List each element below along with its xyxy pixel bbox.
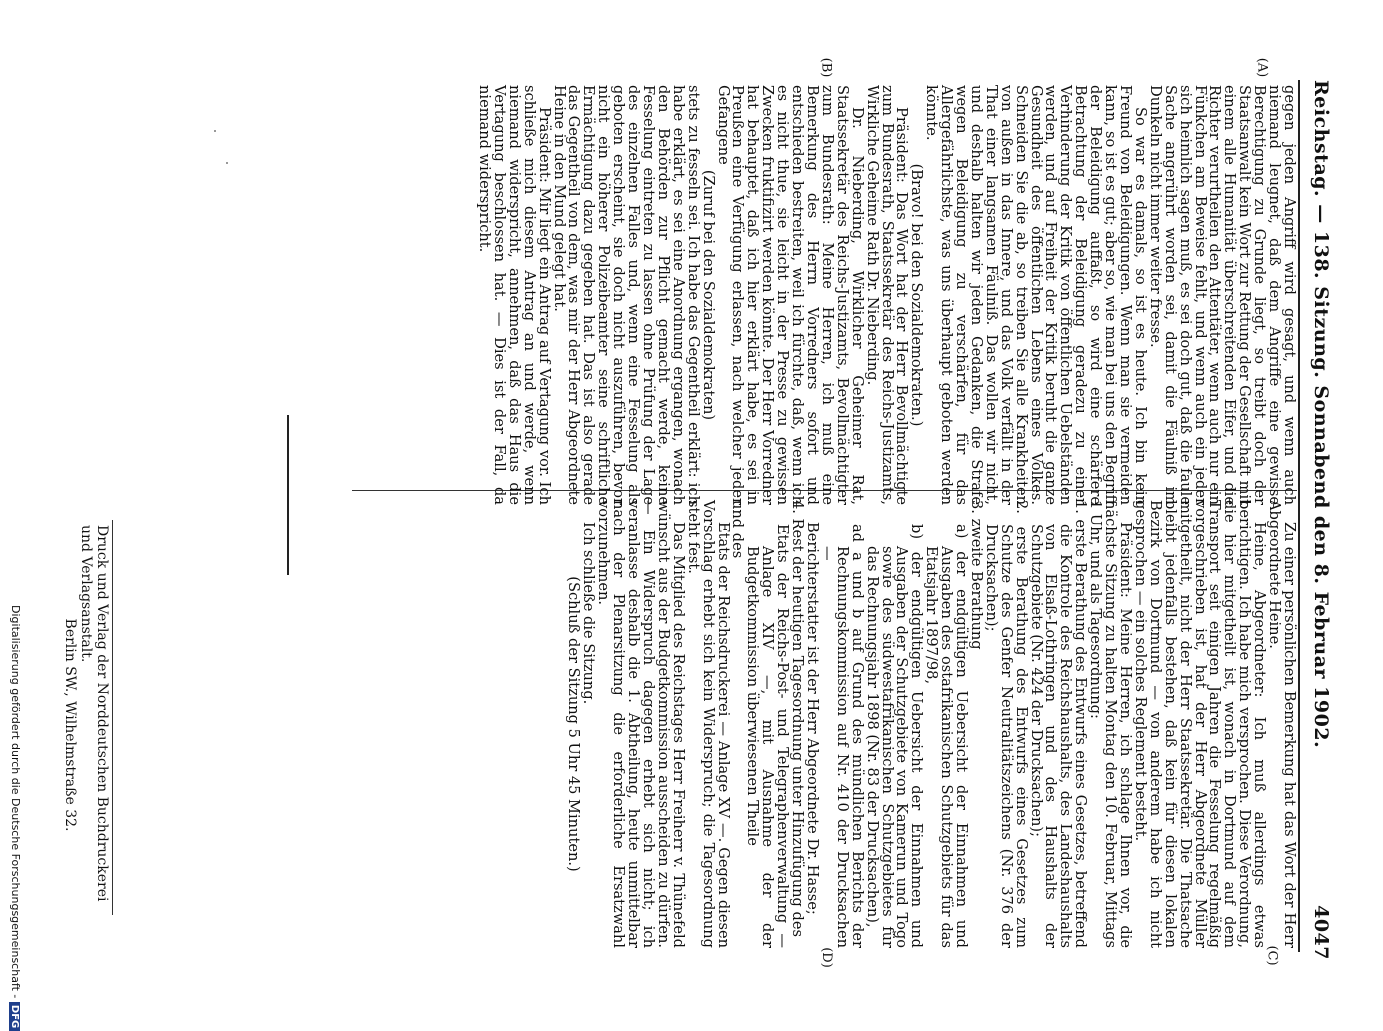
column-b bbox=[565, 500, 1298, 948]
paragraph: Ich schließe die Sitzung. bbox=[580, 522, 598, 705]
interjection: (Bravo! bei den Sozialdemokraten.) bbox=[908, 163, 926, 427]
agenda-subitem: Etats der Reichs-Post- und Telegraphenverwaltung — Anlage XIV —, mit Ausnahme der der Budgetkommission überwiesenen Theile bbox=[744, 524, 792, 948]
paragraph: Etats der Reichsdruckerei — Anlage XV —. Gegen diesen Vorschlag erhebt sich kein Widerspruch; die Tagesordnung steht fest. bbox=[684, 500, 732, 948]
scan-rule bbox=[287, 415, 289, 575]
interjection: (Zuruf bei den Sozialdemokraten) bbox=[699, 169, 717, 421]
agenda-item: 1. erste Berathung des Entwurfs eines Gesetzes, betreffend die Kontrole des Reichshaushalts, des Landeshaushalts von Elsaß-Lothringen und des Haushalts der Schutzgebiete (Nr. 424 der Drucksachen); bbox=[1027, 500, 1090, 948]
imprint-line: Druck und Verlag der Norddeutschen Buchdruckerei und Verlagsanstalt. bbox=[78, 525, 110, 902]
imprint-line: Berlin SW., Wilhelmstraße 32. bbox=[62, 618, 78, 832]
paragraph: Präsident: Meine Herren, ich schlage Ihnen vor, die nächste Sitzung zu halten Montag den 10. Februar, Mittags 1 Uhr, und als Tagesordnung: bbox=[1087, 500, 1135, 948]
paragraph: stets zu fesseln sei. Ich habe das Gegentheil erklärt: ich habe erklärt, es sei eine Anordnung ergangen, wonach den Behörden zur Pflicht gemacht werde, keine Fesselung eintreten zu lassen ohne Prüfung der Lage des einzelnen Falles und, wenn eine Fesselung als geboten erscheint, sie doch nicht auszuführen, bevor nicht ein höherer Polizeibeamter seine schriftliche Ermächtigung dazu gegeben hat. Das ist also gerade das Gegentheil von dem, was mir der Herr Abgeordnete Heine in den Mund gelegt hat. bbox=[550, 85, 702, 505]
credit-text: Digitalisierung gefördert durch die Deutsche Forschungsgemeinschaft - bbox=[9, 605, 22, 999]
header-title: Reichstag. — 138. Sitzung. Sonnabend den 8. Februar 1902. bbox=[1310, 80, 1332, 749]
paragraph: So war es damals, so ist es heute. Ich bin kein Freund von Beleidigungen. Wenn man sie vermeiden kann, so ist es gut; aber so, wie man bei uns den Begriff der Beleidigung auffaßt, so wird eine schärfere Betrachtung der Beleidigung geradezu zu einer Verhinderung der Kritik von öffentlichen Uebelständen werden, und auf Freiheit der Kritik beruht die ganze Gesundheit des öffentlichen Lebens eines Volkes. Schneiden Sie die ab, so treiben Sie alle Krankheiten von außen in das Innere, und das Volk verfällt in der That einer langsamen Fäulniß. Das wollen wir nicht, und deshalb halten wir jeden Gedanken, die Strafe wegen Beleidigung zu verschärfen, für das Allergefährlichste, was uns überhaupt geboten werden könnte. bbox=[923, 85, 1149, 505]
margin-mark-a: (A) bbox=[1254, 57, 1270, 78]
scan-speck bbox=[226, 162, 228, 164]
imprint-rule bbox=[112, 520, 113, 915]
paragraph: und des bbox=[729, 500, 747, 559]
agenda-subitem: b) der endgültigen Uebersicht der Einnahmen und Ausgaben der Schutzgebiete von Kamerun und Togo sowie des südwestafrikanischen Schutzgebietes für das Rechnungsjahr 1898 (Nr. 83 der Drucksachen), bbox=[863, 524, 926, 948]
agenda-subitem: a) der endgültigen Uebersicht der Einnahmen und Ausgaben des ostafrikanischen Schutzgebiets für das Etatsjahr 1897/98, bbox=[923, 524, 971, 948]
paragraph: Dr. Nieberding, Wirklicher Geheimer Rat, Staatssekretär des Reichs-Justizamts, Bevollmächtigter zum Bundesrath: Meine Herren, ich muß eine Bemerkung des Herrn Vorredners sofort und entschieden bestreiten, weil ich fürchte, daß, wenn ich es nicht thue, sie leicht in der Presse zu gewissen Zwecken fruktifizirt werden könnte. Der Herr Vorredner hat behauptet, daß ich hier erklärt habe, es sei in Preußen eine Verfügung erlassen, nach welcher jeder Gefangene bbox=[714, 85, 866, 505]
scan-speck bbox=[214, 130, 216, 132]
margin-mark-d: (D) bbox=[818, 947, 834, 968]
paragraph: Das Mitglied des Reichstages Herr Freiherr v. Thünefeld wünscht aus der Budgetkommission ausscheiden zu dürfen. — Ein Widerspruch dagegen erhebt sich nicht; ich veranlasse deshalb die 1. Abtheilung, heute unmittelbar nach der Plenarsitzung die erforderliche Ersatzwahl vorzunehmen. bbox=[595, 500, 687, 948]
dfg-logo-icon: DFG bbox=[9, 1002, 20, 1031]
header-rule bbox=[1298, 80, 1300, 952]
paragraph: Berichterstatter ist der Herr Abgeordnete Dr. Hasse; bbox=[804, 522, 821, 915]
agenda-item: 3. zweite Berathung bbox=[967, 500, 985, 650]
paragraph: Präsident: Das Wort hat der Herr Bevollmächtigte zum Bundesrath, Staatssekretär des Reichs-Justizamts, Wirkliche Geheime Rath Dr. Nieberding. bbox=[863, 85, 911, 505]
paragraph: Heine, Abgeordneter: Ich muß allerdings etwas berichtigen. Ich habe mich versprochen. Diese Verordnung, die hier mitgetheilt ist, wonach in Dortmund auf dem Transport seit einigen Jahren die Fesselung regelmäßig vorgeschrieben ist, hat der Herr Abgeordnete Müller mitgetheilt, nicht der Herr Staatssekretär. Die Thatsache bleibt jedenfalls bestehen, daß kein für diesen lokalen Bezirk von Dortmund — von anderem habe ich nicht gesprochen — ein solches Reglement besteht. bbox=[1131, 500, 1269, 948]
page-header bbox=[1302, 80, 1332, 960]
page-number: 4047 bbox=[1310, 905, 1332, 960]
closing-note: (Schluß der Sitzung 5 Uhr 45 Minuten.) bbox=[565, 576, 583, 872]
margin-mark-b: (B) bbox=[818, 57, 834, 78]
agenda-item: 4. Rest der heutigen Tagesordnung unter Hinzufügung des bbox=[789, 500, 807, 937]
digitization-credit bbox=[9, 605, 22, 1029]
paragraph: Präsident: Mir liegt ein Antrag auf Vertagung vor. Ich schließe mich diesem Antrag an und werde, wenn niemand widerspricht, annehmen, daß das Haus die Vertagung beschlossen hat. — Dies ist der Fall, da niemand widerspricht. bbox=[476, 85, 553, 505]
paragraph: gegen jeden Angriff wird gesagt, und wenn auch niemand leugnet, daß dem Angriffe eine gewisse Berechtigung zu Grunde liegt, so treibt doch der Staatsanwalt kein Wort zur Rettung der Gesellschaft mit einem alle Humanität überschreitenden Eifer, und die Richter verurtheilen den Attentäter, wenn auch nur ein Fünkchen am Beweise fehlt, und wenn auch ein jeder sich heimlich sagen muß, es sei doch gut, daß die faule Sache angerührt worden sei, damit die Fäulniß im Dunkeln nicht immer weiter fresse. bbox=[1146, 85, 1298, 505]
column-a bbox=[476, 85, 1298, 505]
paragraph: Zu einer persönlichen Bemerkung hat das Wort der Herr Abgeordnete Heine. bbox=[1266, 500, 1298, 948]
agenda-item: 2. erste Berathung des Entwurfs eines Gesetzes zum Schutze des Genfer Neutralitätszeichens (Nr. 376 der Drucksachen); bbox=[982, 500, 1030, 948]
margin-mark-c: (C) bbox=[1264, 945, 1280, 966]
imprint bbox=[62, 525, 110, 925]
agenda-subitem: ad a und b auf Grund des mündlichen Berichts der Rechnungskommission auf Nr. 410 der Drucksachen — bbox=[818, 524, 866, 948]
